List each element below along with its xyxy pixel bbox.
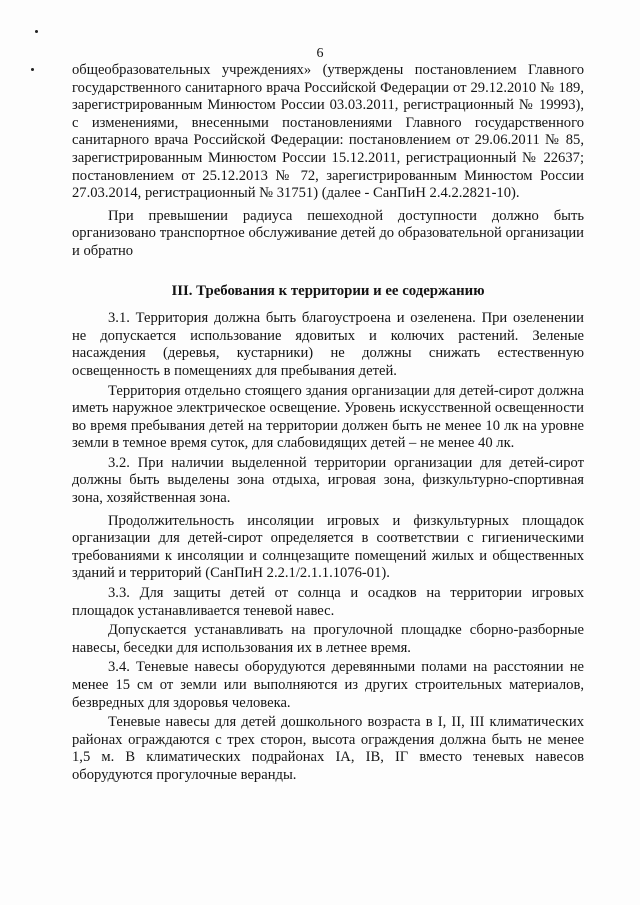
paragraph-3-2: 3.2. При наличии выделенной территории организации для детей-сирот должны быть выделены зона отдыха, игровая зона, физкультурно-спортивная зона, хозяйственная зона. (72, 454, 584, 507)
paragraph-canopies: Допускается устанавливать на прогулочной площадке сборно-разборные навесы, беседки для использования их в летнее время. (72, 622, 584, 656)
page-number: 6 (316, 46, 324, 61)
paragraph-continuation: общеобразовательных учреждениях» (утверждены постановлением Главного государственного санитарного врача Российской Федерации от 29.12.2010 № 189, зарегистрированным Минюстом России 03.03.2011, регистрационный № 19993), с изменениями, внесенными постановлениями Главного государственного санитарного врача Российской Федерации: постановлением от 29.06.2011 № 85, зарегистрированным Минюстом России 15.12.2011, регистрационный № 22637; постановлением от 25.12.2013 № 72, зарегистрированным Минюстом России 27.03.2014, регистрационный № 31751) (далее - СанПиН 2.4.2.2821-10). (72, 62, 584, 202)
section-heading: III. Требования к территории и ее содержанию (171, 282, 485, 299)
paragraph-transport: При превышении радиуса пешеходной доступности должно быть организовано транспортное обслуживание детей до образовательной организации и обратно (72, 207, 584, 259)
paragraph-insolation: Продолжительность инсоляции игровых и физкультурных площадок организации для детей-сирот определяется в соответствии с гигиеническими требованиями к инсоляции и солнцезащите помещений жилых и общественных зданий и территорий (СанПиН 2.2.1/2.1.1.1076-01). (72, 512, 584, 582)
document-body (72, 62, 584, 787)
paragraph-3-4: 3.4. Теневые навесы оборудуются деревянными полами на расстоянии не менее 15 см от земли или выполняются из других строительных материалов, безвредных для здоровья человека. (72, 659, 584, 711)
paragraph-lighting: Территория отдельно стоящего здания организации для детей-сирот должна иметь наружное электрическое освещение. Уровень искусственной освещенности во время пребывания детей на территории должен быть не менее 10 лк на уровне земли в темное время суток, для слабовидящих детей – не менее 40 лк. (72, 382, 584, 452)
scan-speck (35, 30, 38, 33)
scan-speck (31, 68, 34, 71)
paragraph-verandas: Теневые навесы для детей дошкольного возраста в I, II, III климатических районах ограждаются с трех сторон, высота ограждения должна быть не менее 1,5 м. В климатических подрайонах IА, IВ, IГ вместо теневых навесов оборудуются прогулочные веранды. (72, 714, 584, 783)
paragraph-3-1: 3.1. Территория должна быть благоустроена и озеленена. При озеленении не допускается использование ядовитых и колючих растений. Зеленые насаждения (деревья, кустарники) не должны снижать естественную освещенность в помещениях для пребывания детей. (72, 310, 584, 379)
paragraph-3-3: 3.3. Для защиты детей от солнца и осадков на территории игровых площадок устанавливается теневой навес. (72, 585, 584, 619)
